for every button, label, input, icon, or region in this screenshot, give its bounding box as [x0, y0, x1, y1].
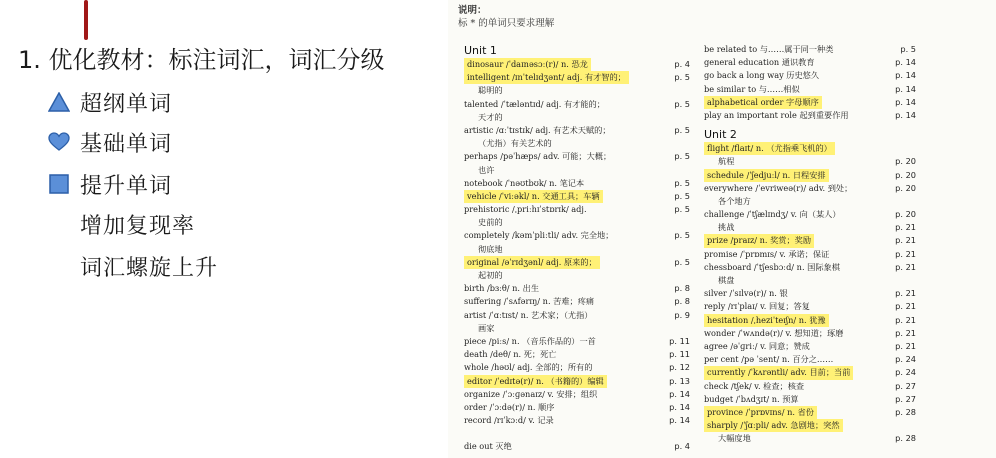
vocab-entry	[704, 353, 994, 366]
vocab-entry-text: per cent /pə ˈsent/ n. 百分之……	[704, 354, 834, 365]
vocab-entry	[464, 177, 690, 190]
vocab-entry-page: p. 14	[895, 70, 916, 81]
vocab-entry-text: reply /rɪˈplaɪ/ v. 回复；答复	[704, 301, 810, 312]
vocab-entry-page: p. 9	[674, 309, 690, 320]
legend-item-basic	[44, 122, 172, 162]
vocab-entry	[704, 340, 994, 353]
vocab-entry	[464, 58, 690, 71]
vocab-entry-page: p. 5	[900, 44, 916, 54]
vocab-entry	[704, 195, 994, 208]
vocab-entry-text: die out 灭绝	[464, 441, 512, 452]
vocab-entry	[704, 221, 994, 234]
vocab-entry-text: province /ˈprɒvɪns/ n. 省份	[704, 406, 817, 419]
vocab-entry-text: dinosaur /ˈdaɪnəsɔː(r)/ n. 恐龙	[464, 58, 591, 71]
square-icon	[44, 169, 74, 199]
vocab-entry-page: p. 4	[674, 59, 690, 69]
vocab-entry-page: p. 21	[895, 261, 916, 272]
vocab-entry-text: challenge /ˈtʃælɪndʒ/ v. 向（某人）	[704, 209, 841, 220]
vocab-entry-text: piece /piːs/ n. （音乐作品的）一首	[464, 335, 596, 346]
vocab-entry	[464, 335, 690, 348]
vocab-entry-page: p. 8	[674, 283, 690, 294]
vocab-entry-page: p. 24	[895, 354, 916, 365]
vocab-entry-text: 航程	[718, 156, 735, 167]
vocab-entry	[464, 150, 690, 163]
vocab-entry	[464, 375, 690, 388]
vocab-entry	[464, 440, 690, 453]
vocab-entry	[464, 282, 690, 295]
vocab-entry	[464, 84, 690, 97]
vocab-entry	[704, 366, 994, 379]
vocab-entry	[464, 401, 690, 414]
vocab-entry-page: p. 14	[669, 388, 690, 399]
vocab-entry-text: hesitation /ˌheziˈteɪʃn/ n. 犹豫	[704, 314, 829, 327]
vocab-entry-text: sharply /ˈʃɑːpli/ adv. 急剧地；突然	[704, 419, 843, 432]
vocab-entry-text: 棋盘	[718, 275, 735, 285]
vocab-entry-text: perhaps /pəˈhæps/ adv. 可能；大概；	[464, 151, 612, 162]
vocab-entry-text: check /tʃek/ v. 检查；核查	[704, 380, 805, 391]
vocab-entry-page: p. 21	[895, 301, 916, 312]
vocab-entry-page: p. 21	[895, 288, 916, 299]
vocab-entry	[464, 216, 690, 229]
vocab-entry	[464, 229, 690, 242]
vocab-entry-page: p. 8	[674, 296, 690, 307]
vocab-entry	[464, 388, 690, 401]
vocab-entry-text: order /ˈɔːdə(r)/ n. 顺序	[464, 401, 555, 412]
textbook-vocabulary-scan	[448, 0, 996, 458]
vocab-entry-text: alphabetical order 字母顺序	[704, 96, 822, 109]
vocab-entry-page: p. 12	[669, 362, 690, 373]
vocab-entry	[704, 274, 994, 287]
legend-label: 提升单词	[80, 173, 173, 199]
vocab-entry	[704, 155, 994, 168]
vocab-entry-page: p. 20	[895, 169, 916, 180]
vocab-entry	[704, 109, 994, 122]
vocab-entry-page: p. 20	[895, 156, 916, 167]
vocab-entry-page: p. 27	[895, 393, 916, 404]
vocab-entry-page: p. 5	[674, 177, 690, 188]
vocab-entry-text: intelligent /ɪnˈtelɪdʒənt/ adj. 有才智的；	[464, 71, 629, 84]
vocab-entry-text: notebook /ˈnəʊtbʊk/ n. 笔记本	[464, 177, 585, 188]
vocab-entry-text: artistic /ɑːˈtɪstɪk/ adj. 有艺术天赋的；	[464, 124, 611, 135]
vocab-entry	[464, 256, 690, 269]
vocab-entry-page: p. 13	[669, 375, 690, 386]
vocab-entry	[704, 261, 994, 274]
legend-label: 词汇螺旋上升	[80, 255, 219, 281]
heart-icon	[44, 127, 74, 157]
vocab-entry-page: p. 11	[669, 335, 690, 346]
vocab-entry-page: p. 14	[669, 415, 690, 426]
note-text: 标 * 的单词只要求理解	[458, 18, 555, 29]
vocab-entry	[704, 69, 994, 82]
vocab-entry-page: p. 5	[674, 124, 690, 135]
vocab-entry-page: p. 28	[895, 406, 916, 417]
vocab-column-left	[464, 43, 690, 454]
vocab-entry-page: p. 27	[895, 380, 916, 391]
vocab-entry	[704, 287, 994, 300]
vocab-entry-text: general education 通识教育	[704, 57, 815, 68]
legend-item-spiral	[44, 246, 218, 286]
vocab-entry-text: suffering /ˈsʌfərɪŋ/ n. 苦难；疼痛	[464, 296, 595, 307]
vocab-entry-page: p. 20	[895, 209, 916, 220]
vocab-entry-text: 各个地方	[718, 195, 751, 206]
vocab-entry-page: p. 21	[895, 222, 916, 233]
vocab-entry-text: original /əˈrɪdʒənl/ adj. 原来的；	[464, 256, 600, 269]
vocab-entry-page: p. 20	[895, 182, 916, 193]
vocab-entry-text: record /rɪˈkɔːd/ v. 记录	[464, 415, 554, 426]
vocab-entry-text: birth /bɜːθ/ n. 出生	[464, 283, 540, 294]
vocab-entry-page: p. 24	[895, 367, 916, 378]
legend-label: 基础单词	[80, 131, 173, 157]
vocab-entry-text: editor /ˈedɪtə(r)/ n. （书籍的）编辑	[464, 375, 607, 388]
vocab-entry-text: silver /ˈsɪlvə(r)/ n. 银	[704, 288, 788, 299]
vocab-entry	[704, 419, 994, 432]
vocab-entry-text: be similar to 与……相似	[704, 83, 800, 94]
vocab-entry-text: everywhere /ˈevriweə(r)/ adv. 到处；	[704, 182, 853, 193]
vocab-entry	[464, 427, 690, 440]
vocab-entry-text: death /deθ/ n. 死；死亡	[464, 349, 557, 360]
vocab-entry-text: 也许	[478, 164, 495, 175]
legend-label: 增加复现率	[80, 213, 196, 239]
vocab-entry	[704, 43, 994, 56]
vocab-entry-text: play an important role 起到重要作用	[704, 109, 849, 120]
vocab-entry-page: p. 21	[895, 327, 916, 338]
vocab-entry	[464, 124, 690, 137]
legend-item-repetition	[44, 204, 195, 244]
vocab-entry-page: p. 14	[895, 57, 916, 68]
vocab-entry-page: p. 4	[674, 441, 690, 452]
vocab-entry-page: p. 5	[674, 98, 690, 109]
vocab-entry	[704, 234, 994, 247]
vocab-entry	[704, 327, 994, 340]
vocab-entry	[464, 322, 690, 335]
vocab-entry	[464, 164, 690, 177]
unit-heading: Unit 2	[704, 128, 737, 142]
vocab-entry	[464, 269, 690, 282]
vocab-entry-text: 起初的	[478, 270, 503, 280]
vocab-entry	[704, 83, 994, 96]
vocab-entry	[464, 243, 690, 256]
vocab-column-right	[704, 43, 994, 445]
vocab-entry	[704, 380, 994, 393]
vocab-entry-page: p. 14	[895, 96, 916, 107]
vocab-entry-page: p. 5	[674, 72, 690, 83]
vocab-entry-text: organize /ˈɔːɡənaɪz/ v. 安排；组织	[464, 388, 598, 399]
slide-heading: 1. 优化教材：标注词汇，词汇分级	[18, 46, 385, 74]
vocab-entry-page: p. 5	[674, 256, 690, 267]
vocab-entry	[704, 300, 994, 313]
unit-heading: Unit 1	[464, 44, 497, 57]
vocab-entry	[704, 406, 994, 419]
vocab-entry-page: p. 5	[674, 190, 690, 201]
vocab-entry-text: artist /ˈɑːtɪst/ n. 艺术家；（尤指）	[464, 309, 593, 320]
vocab-entry-text: 彻底地	[478, 243, 503, 254]
vocab-entry	[704, 169, 994, 182]
accent-bar	[84, 0, 88, 40]
vocab-entry	[464, 348, 690, 361]
vocab-entry-text: budget /ˈbʌdʒɪt/ n. 预算	[704, 393, 799, 404]
vocab-entry	[464, 71, 690, 84]
vocab-entry	[704, 56, 994, 69]
vocab-entry-page: p. 11	[669, 349, 690, 360]
vocab-entry	[464, 361, 690, 374]
vocab-entry-text: talented /ˈtæləntɪd/ adj. 有才能的；	[464, 98, 605, 109]
slide-left-panel	[18, 40, 438, 80]
vocab-entry-page: p. 5	[674, 151, 690, 162]
vocab-entry-text: go back a long way 历史悠久	[704, 70, 820, 81]
vocab-entry-text: 大幅度地	[718, 433, 751, 444]
vocab-entry-text: be related to 与……属于同一种类	[704, 44, 834, 54]
vocab-entry	[464, 295, 690, 308]
vocab-entry-text: chessboard /ˈtʃesbɔːd/ n. 国际象棋	[704, 261, 840, 272]
vocab-entry-page: p. 21	[895, 235, 916, 246]
vocab-entry-text: flight /flaɪt/ n. （尤指乘飞机的）	[704, 142, 835, 155]
vocab-entry	[704, 393, 994, 406]
vocab-entry-page: p. 14	[895, 109, 916, 120]
vocab-entry	[704, 248, 994, 261]
vocab-entry-page: p. 28	[895, 433, 916, 444]
vocab-entry-text: prehistoric /ˌpriːhɪˈstɒrɪk/ adj.	[464, 204, 587, 215]
legend-label: 超纲单词	[80, 91, 173, 117]
vocab-entry	[704, 96, 994, 109]
legend-item-beyond-syllabus	[44, 82, 172, 122]
triangle-icon	[44, 87, 74, 117]
vocab-entry-text: 聪明的	[478, 85, 503, 96]
vocab-entry-text: 史前的	[478, 217, 503, 228]
vocab-entry-page: p. 14	[669, 401, 690, 412]
vocab-entry-text: 天才的	[478, 111, 503, 122]
vocab-entry	[704, 314, 994, 327]
vocab-entry	[464, 137, 690, 150]
vocab-entry	[464, 111, 690, 124]
vocab-entry-page: p. 5	[674, 230, 690, 241]
vocab-entry-text: schedule /ˈʃedjuːl/ n. 日程安排	[704, 169, 829, 182]
vocab-entry-text: agree /əˈɡriː/ v. 同意；赞成	[704, 340, 810, 351]
vocab-entry-text: （尤指）有关艺术的	[478, 138, 552, 149]
note-title: 说明：	[458, 5, 487, 16]
vocab-entry-page: p. 21	[895, 248, 916, 259]
vocab-entry-text: completely /kəmˈpliːtli/ adv. 完全地；	[464, 230, 614, 241]
vocab-entry-page: p. 21	[895, 314, 916, 325]
vocab-entry-page: p. 14	[895, 83, 916, 94]
vocab-entry-text: promise /ˈprɒmɪs/ v. 承诺；保证	[704, 248, 830, 259]
vocab-entry	[464, 203, 690, 216]
vocab-entry-text: currently /ˈkʌrəntli/ adv. 目前；当前	[704, 366, 853, 379]
vocab-entry	[464, 190, 690, 203]
vocab-entry	[464, 309, 690, 322]
vocab-entry-text: whole /həʊl/ adj. 全部的；所有的	[464, 362, 593, 373]
vocab-entry-text: 挑战	[718, 222, 735, 233]
vocab-entry-page: p. 5	[674, 204, 690, 215]
vocab-entry-text: vehicle /ˈviːəkl/ n. 交通工具；车辆	[464, 190, 603, 203]
vocab-entry	[704, 182, 994, 195]
vocab-entry-text: wonder /ˈwʌndə(r)/ v. 想知道；琢磨	[704, 327, 844, 338]
vocab-entry	[704, 208, 994, 221]
vocab-entry-text: 画家	[478, 322, 495, 333]
vocab-entry-text: prize /praɪz/ n. 奖赏；奖励	[704, 234, 814, 247]
vocab-entry	[704, 142, 994, 155]
vocab-entry	[464, 98, 690, 111]
vocab-entry-page: p. 21	[895, 340, 916, 351]
legend-item-advanced	[44, 164, 172, 204]
vocab-entry	[704, 432, 994, 445]
vocab-entry	[464, 414, 690, 427]
